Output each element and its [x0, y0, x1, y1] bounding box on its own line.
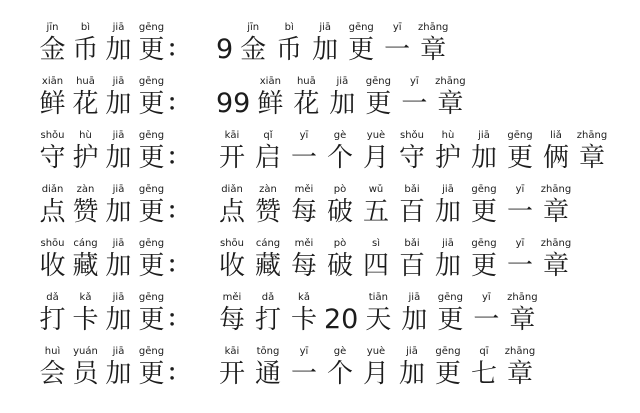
hanzi-char: 更 [138, 197, 165, 227]
hanzi-cell [250, 184, 286, 230]
hanzi-char: 一 [506, 251, 533, 281]
pinyin-annotation: yuán [73, 346, 98, 357]
hanzi-char: 每 [218, 305, 245, 335]
hanzi-cell [360, 292, 396, 338]
rules-list [36, 14, 640, 392]
hanzi-cell [322, 238, 358, 284]
pinyin-annotation: jiā [406, 346, 418, 357]
hanzi-cell [394, 238, 430, 284]
number-cell [214, 76, 252, 122]
hanzi-cell [286, 292, 322, 338]
hanzi-cell [358, 130, 394, 176]
pinyin-annotation: gēng [138, 22, 165, 33]
hanzi-cell [36, 76, 69, 122]
hanzi-cell [396, 292, 432, 338]
hanzi-cell [430, 184, 466, 230]
hanzi-char: 章 [506, 359, 533, 389]
pinyin-annotation: gēng [471, 238, 497, 249]
hanzi-cell [430, 346, 466, 392]
pinyin-annotation: xiān [41, 76, 64, 87]
rule-line-dianzan [36, 176, 640, 230]
pinyin-annotation: měi [222, 292, 242, 303]
pinyin-annotation: zhāng [435, 76, 466, 87]
hanzi-char: 一 [290, 143, 317, 173]
hanzi-char: 开 [218, 359, 245, 389]
hanzi-cell [324, 76, 360, 122]
pinyin-annotation: hù [79, 130, 92, 141]
pinyin-annotation: yī [392, 22, 402, 33]
hanzi-char: 卡 [72, 305, 99, 335]
pinyin-annotation: jīn [247, 22, 260, 33]
hanzi-cell [250, 346, 286, 392]
pinyin-annotation: diǎn [41, 184, 64, 195]
hanzi-cell [214, 130, 250, 176]
hanzi-cell [135, 346, 168, 392]
hanzi-char: 更 [138, 359, 165, 389]
hanzi-cell [396, 76, 432, 122]
pinyin-annotation: gēng [138, 130, 165, 141]
hanzi-char: 币 [276, 35, 303, 65]
pinyin-annotation: gè [333, 130, 347, 141]
hanzi-char: 收 [39, 251, 66, 281]
hanzi-cell [250, 292, 286, 338]
hanzi-cell [286, 346, 322, 392]
hanzi-char: 一 [290, 359, 317, 389]
colon-punctuation [168, 346, 188, 392]
colon-char: ： [167, 37, 190, 62]
hanzi-char: 五 [362, 197, 389, 227]
colon-punctuation [168, 130, 188, 176]
hanzi-char: 章 [578, 143, 605, 173]
pinyin-annotation: kǎ [298, 292, 310, 303]
hanzi-char: 员 [72, 359, 99, 389]
hanzi-char: 每 [290, 251, 317, 281]
hanzi-cell [69, 292, 102, 338]
hanzi-cell [286, 238, 322, 284]
pinyin-annotation: huā [296, 76, 316, 87]
hanzi-cell [135, 292, 168, 338]
pinyin-annotation: hù [441, 130, 455, 141]
pinyin-annotation: měi [294, 184, 314, 195]
hanzi-cell [135, 76, 168, 122]
hanzi-char: 加 [398, 359, 425, 389]
hanzi-cell [69, 22, 102, 68]
pinyin-annotation: jiā [442, 238, 454, 249]
hanzi-cell [135, 22, 168, 68]
hanzi-char: 天 [365, 305, 392, 335]
hanzi-char: 点 [218, 197, 245, 227]
colon-punctuation [168, 238, 188, 284]
hanzi-cell [36, 292, 69, 338]
hanzi-char: 更 [437, 305, 464, 335]
hanzi-cell [36, 22, 69, 68]
pinyin-annotation: pò [333, 184, 347, 195]
hanzi-char: 更 [348, 35, 375, 65]
hanzi-cell [235, 22, 271, 68]
pinyin-annotation: jiā [112, 346, 125, 357]
hanzi-char: 一 [473, 305, 500, 335]
hanzi-char: 加 [401, 305, 428, 335]
hanzi-cell [538, 238, 574, 284]
number-text: 20 [324, 304, 359, 335]
hanzi-cell [135, 184, 168, 230]
hanzi-char: 更 [138, 143, 165, 173]
pinyin-annotation: zhāng [576, 130, 608, 141]
hanzi-char: 月 [362, 143, 389, 173]
pinyin-annotation: gēng [435, 346, 461, 357]
pinyin-annotation: gēng [507, 130, 533, 141]
pinyin-annotation: bì [284, 22, 294, 33]
pinyin-annotation: jīn [46, 22, 59, 33]
hanzi-char: 币 [72, 35, 99, 65]
pinyin-annotation: jiā [112, 130, 125, 141]
hanzi-char: 金 [39, 35, 66, 65]
number-cell [214, 22, 235, 68]
hanzi-cell [502, 184, 538, 230]
hanzi-cell [430, 238, 466, 284]
hanzi-cell [322, 346, 358, 392]
pinyin-annotation: jiā [319, 22, 332, 33]
hanzi-cell [358, 238, 394, 284]
pinyin-annotation: zàn [259, 184, 277, 195]
hanzi-cell [322, 184, 358, 230]
colon-char: ： [167, 361, 190, 386]
hanzi-cell [102, 292, 135, 338]
pinyin-annotation: huā [76, 76, 95, 87]
hanzi-char: 一 [401, 89, 428, 119]
hanzi-cell [379, 22, 415, 68]
hanzi-cell [358, 346, 394, 392]
hanzi-cell [322, 130, 358, 176]
hanzi-cell [214, 292, 250, 338]
hanzi-cell [69, 238, 102, 284]
pinyin-annotation: yī [482, 292, 491, 303]
pinyin-annotation: wǔ [368, 184, 384, 195]
rule-line-jinbi [36, 14, 640, 68]
hanzi-cell [502, 130, 538, 176]
hanzi-cell [214, 184, 250, 230]
hanzi-char: 花 [72, 89, 99, 119]
colon-char: ： [167, 199, 190, 224]
hanzi-char: 守 [39, 143, 66, 173]
hanzi-char: 百 [398, 251, 425, 281]
hanzi-char: 赞 [72, 197, 99, 227]
pinyin-annotation: zhāng [417, 22, 449, 33]
hanzi-char: 破 [326, 251, 353, 281]
pinyin-annotation: kāi [224, 346, 240, 357]
hanzi-char: 破 [326, 197, 353, 227]
hanzi-char: 加 [105, 359, 132, 389]
pinyin-annotation: jiā [336, 76, 349, 87]
hanzi-char: 个 [326, 359, 353, 389]
hanzi-char: 开 [218, 143, 245, 173]
pinyin-annotation: jiā [408, 292, 421, 303]
hanzi-cell [69, 130, 102, 176]
pinyin-annotation: jiā [442, 184, 454, 195]
rule-line-xianhua [36, 68, 640, 122]
pinyin-annotation: shōu [40, 238, 65, 249]
hanzi-char: 章 [420, 35, 447, 65]
hanzi-char: 百 [398, 197, 425, 227]
hanzi-cell [102, 130, 135, 176]
hanzi-cell [432, 292, 468, 338]
hanzi-cell [466, 238, 502, 284]
hanzi-cell [538, 130, 574, 176]
pinyin-annotation: sì [372, 238, 380, 249]
pinyin-annotation: jiā [112, 22, 125, 33]
pinyin-annotation: xiān [259, 76, 281, 87]
hanzi-char: 加 [105, 35, 132, 65]
hanzi-char: 每 [290, 197, 317, 227]
hanzi-char: 护 [434, 143, 461, 173]
hanzi-char: 藏 [254, 251, 281, 281]
hanzi-cell [502, 238, 538, 284]
hanzi-char: 更 [365, 89, 392, 119]
hanzi-char: 更 [470, 197, 497, 227]
hanzi-cell [214, 238, 250, 284]
hanzi-cell [69, 184, 102, 230]
colon-char: ： [167, 91, 190, 116]
pinyin-annotation: zhāng [507, 292, 538, 303]
hanzi-char: 个 [326, 143, 353, 173]
hanzi-char: 四 [362, 251, 389, 281]
colon-char: ： [167, 145, 190, 170]
pinyin-annotation: liǎ [550, 130, 562, 141]
pinyin-annotation: bǎi [404, 184, 420, 195]
rule-line-daka [36, 284, 640, 338]
hanzi-char: 打 [254, 305, 281, 335]
hanzi-char: 藏 [72, 251, 99, 281]
pinyin-annotation: jiā [112, 184, 125, 195]
hanzi-char: 更 [138, 89, 165, 119]
hanzi-char: 加 [105, 251, 132, 281]
hanzi-cell [36, 346, 69, 392]
hanzi-cell [135, 130, 168, 176]
hanzi-cell [502, 346, 538, 392]
colon-char: ： [167, 307, 190, 332]
pinyin-annotation: gè [333, 346, 347, 357]
hanzi-cell [102, 346, 135, 392]
hanzi-char: 章 [437, 89, 464, 119]
hanzi-cell [102, 22, 135, 68]
hanzi-char: 鲜 [257, 89, 284, 119]
hanzi-cell [360, 76, 396, 122]
hanzi-char: 俩 [542, 143, 569, 173]
hanzi-cell [69, 76, 102, 122]
pinyin-annotation: gēng [138, 184, 165, 195]
hanzi-char: 更 [138, 35, 165, 65]
hanzi-char: 一 [506, 197, 533, 227]
hanzi-char: 点 [39, 197, 66, 227]
hanzi-char: 加 [470, 143, 497, 173]
pinyin-annotation: shōu [219, 238, 244, 249]
colon-punctuation [168, 22, 188, 68]
hanzi-cell [394, 184, 430, 230]
hanzi-char: 更 [138, 251, 165, 281]
pinyin-annotation: gēng [437, 292, 463, 303]
hanzi-cell [286, 130, 322, 176]
number-text: 9 [216, 34, 234, 65]
pinyin-annotation: měi [294, 238, 314, 249]
hanzi-cell [307, 22, 343, 68]
pinyin-annotation: zàn [76, 184, 95, 195]
colon-punctuation [168, 292, 188, 338]
hanzi-cell [574, 130, 610, 176]
pinyin-annotation: yī [299, 130, 309, 141]
hanzi-cell [250, 238, 286, 284]
hanzi-cell [415, 22, 451, 68]
hanzi-cell [252, 76, 288, 122]
pinyin-annotation: zhāng [504, 346, 536, 357]
pinyin-annotation: tiān [368, 292, 388, 303]
pinyin-annotation: gēng [365, 76, 391, 87]
pinyin-annotation: jiā [112, 292, 125, 303]
hanzi-char: 加 [105, 143, 132, 173]
hanzi-cell [214, 346, 250, 392]
pinyin-annotation: bì [80, 22, 91, 33]
rule-line-huiyuan [36, 338, 640, 392]
hanzi-cell [394, 346, 430, 392]
pinyin-annotation: jiā [112, 238, 125, 249]
pinyin-annotation: huì [44, 346, 61, 357]
pinyin-annotation: gēng [138, 76, 165, 87]
hanzi-cell [358, 184, 394, 230]
pinyin-annotation: shǒu [40, 130, 65, 141]
colon-punctuation [168, 184, 188, 230]
pinyin-annotation: yī [515, 184, 525, 195]
hanzi-char: 加 [312, 35, 339, 65]
hanzi-cell [36, 130, 69, 176]
pinyin-annotation: pò [333, 238, 347, 249]
hanzi-char: 加 [434, 197, 461, 227]
hanzi-cell [271, 22, 307, 68]
hanzi-char: 加 [434, 251, 461, 281]
pinyin-annotation: yuè [366, 346, 386, 357]
rule-line-shouhu [36, 122, 640, 176]
pinyin-annotation: bǎi [404, 238, 420, 249]
hanzi-cell [36, 238, 69, 284]
hanzi-cell [343, 22, 379, 68]
hanzi-char: 金 [240, 35, 267, 65]
hanzi-char: 七 [470, 359, 497, 389]
colon-char: ： [167, 253, 190, 278]
pinyin-annotation: yī [410, 76, 419, 87]
pinyin-annotation: tōng [256, 346, 280, 357]
hanzi-char: 卡 [290, 305, 317, 335]
rule-line-shoucang [36, 230, 640, 284]
hanzi-cell [466, 346, 502, 392]
hanzi-char: 护 [72, 143, 99, 173]
hanzi-char: 更 [434, 359, 461, 389]
pinyin-annotation: yuè [366, 130, 386, 141]
pinyin-annotation: gēng [138, 292, 165, 303]
pinyin-annotation: diǎn [221, 184, 243, 195]
hanzi-cell [102, 238, 135, 284]
pinyin-annotation: jiā [112, 76, 125, 87]
hanzi-char: 加 [105, 305, 132, 335]
hanzi-char: 赞 [254, 197, 281, 227]
hanzi-char: 月 [362, 359, 389, 389]
pinyin-annotation: zhāng [540, 184, 572, 195]
hanzi-cell [36, 184, 69, 230]
hanzi-cell [430, 130, 466, 176]
hanzi-cell [135, 238, 168, 284]
pinyin-annotation: gēng [348, 22, 374, 33]
number-text: 99 [216, 88, 251, 119]
hanzi-cell [466, 184, 502, 230]
hanzi-char: 通 [254, 359, 281, 389]
number-cell [322, 292, 360, 338]
hanzi-cell [286, 184, 322, 230]
hanzi-cell [466, 130, 502, 176]
pinyin-annotation: zhāng [540, 238, 572, 249]
hanzi-char: 启 [254, 143, 281, 173]
pinyin-annotation: cáng [255, 238, 281, 249]
hanzi-char: 更 [138, 305, 165, 335]
hanzi-cell [102, 184, 135, 230]
pinyin-annotation: cáng [73, 238, 98, 249]
pinyin-annotation: yī [515, 238, 525, 249]
pinyin-annotation: shǒu [399, 130, 424, 141]
hanzi-cell [394, 130, 430, 176]
hanzi-char: 收 [218, 251, 245, 281]
pinyin-annotation: qǐ [263, 130, 273, 141]
colon-punctuation [168, 76, 188, 122]
pinyin-annotation: qī [479, 346, 489, 357]
hanzi-cell [102, 76, 135, 122]
hanzi-cell [69, 346, 102, 392]
hanzi-cell [538, 184, 574, 230]
hanzi-cell [288, 76, 324, 122]
hanzi-char: 守 [398, 143, 425, 173]
pinyin-annotation: gēng [471, 184, 497, 195]
pinyin-annotation: dǎ [261, 292, 275, 303]
pinyin-annotation: dǎ [46, 292, 59, 303]
hanzi-char: 章 [509, 305, 536, 335]
hanzi-char: 更 [470, 251, 497, 281]
hanzi-cell [432, 76, 468, 122]
pinyin-annotation: kǎ [79, 292, 92, 303]
hanzi-char: 加 [105, 197, 132, 227]
hanzi-cell [468, 292, 504, 338]
hanzi-cell [504, 292, 540, 338]
hanzi-char: 一 [384, 35, 411, 65]
hanzi-char: 打 [39, 305, 66, 335]
hanzi-char: 加 [105, 89, 132, 119]
hanzi-char: 加 [329, 89, 356, 119]
hanzi-char: 章 [542, 197, 569, 227]
pinyin-annotation: yī [299, 346, 309, 357]
pinyin-annotation: gēng [138, 346, 165, 357]
hanzi-char: 花 [293, 89, 320, 119]
hanzi-cell [250, 130, 286, 176]
pinyin-annotation: gēng [138, 238, 165, 249]
pinyin-annotation: jiā [478, 130, 490, 141]
hanzi-char: 更 [506, 143, 533, 173]
pinyin-annotation: kāi [224, 130, 240, 141]
hanzi-char: 章 [542, 251, 569, 281]
hanzi-char: 鲜 [39, 89, 66, 119]
hanzi-char: 会 [39, 359, 66, 389]
